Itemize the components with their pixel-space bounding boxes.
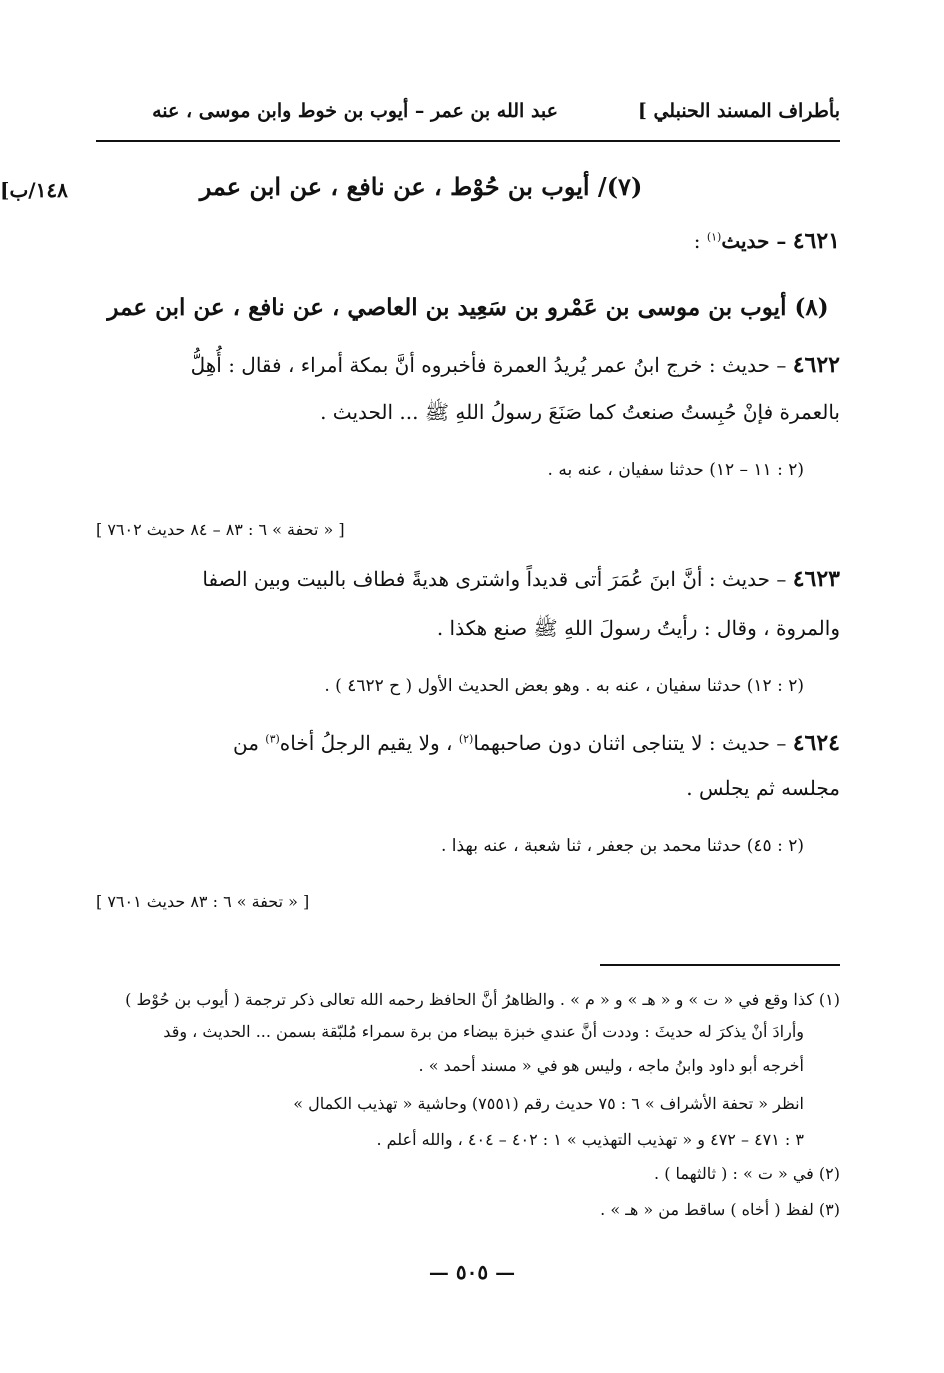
hadith-4623-line-2: والمروة ، وقال : رأيتُ رسولَ اللهِ ﷺ صنع هكذا . xyxy=(436,616,840,640)
hadith-4623-isnad: (٢ : ١٢) حدثنا سفيان ، عنه به . وهو بعض الحديث الأول ( ح ٤٦٢٢ ) . xyxy=(324,676,804,696)
hadith-4622-isnad: (٢ : ١١ – ١٢) حدثنا سفيان ، عنه به . xyxy=(547,460,804,480)
footnote-marker: (٣) xyxy=(265,732,280,746)
colon: : xyxy=(693,229,701,253)
hadith-4622-line-2: بالعمرة فإنْ حُبِستُ صنعتُ كما صَنَعَ رسولُ اللهِ ﷺ ... الحديث . xyxy=(320,400,840,424)
hadith-number: ٤٦٢٤ xyxy=(792,730,840,756)
hadith-4622-reference: [ « تحفة » ٦ : ٨٣ – ٨٤ حديث ٧٦٠٢ ] xyxy=(96,520,345,539)
hadith-4624-isnad: (٢ : ٤٥) حدثنا محمد بن جعفر ، ثنا شعبة ، عنه بهذا . xyxy=(440,836,804,856)
hadith-text: – حديث : خرج ابنُ عمر يُريدُ العمرة فأخبروه أنَّ بمكة أمراء ، فقال : أُهِلُّ xyxy=(190,353,787,377)
hadith-text: – حديث : أنَّ ابنَ عُمَرَ أتى قديداً واشترى هديةً فطاف بالبيت وبين الصفا xyxy=(202,567,787,591)
hadith-number: ٤٦٢٢ xyxy=(792,352,840,378)
footnotes-divider xyxy=(600,964,840,966)
hadith-4624-line-2: مجلسه ثم يجلس . xyxy=(686,776,840,800)
hadith-text: من xyxy=(232,731,259,755)
footnote-marker: (٢) xyxy=(458,732,474,746)
footnote-1-line-3: أخرجه أبو داود وابنُ ماجه ، وليس هو في « مسند أحمد » . xyxy=(418,1056,804,1075)
section-7-title: (٧)/ أيوب بن حُوْط ، عن نافع ، عن ابن عمر xyxy=(199,172,643,201)
footnote-1-line-2: وأرادَ أنْ يذكرَ له حديثَ : وددت أنَّ عندي خبزة بيضاء من برة سمراء مُلبّقة بسمن ... الحديث ، وقد xyxy=(163,1022,804,1041)
hadith-number: ٤٦٢١ xyxy=(792,228,840,254)
hadith-text: – حديث : لا يتناجى اثنان دون صاحبهما xyxy=(473,731,787,755)
hadith-4623-line-1 xyxy=(202,566,840,592)
footnote-1-line-4: انظر « تحفة الأشراف » ٦ : ٧٥ حديث رقم (٧٥٥١) وحاشية « تهذيب الكمال » xyxy=(293,1094,804,1113)
footnote-marker: (١) xyxy=(706,230,722,244)
section-8-title: (٨) أيوب بن موسى بن عَمْرو بن سَعِيد بن العاصي ، عن نافع ، عن ابن عمر xyxy=(107,294,829,321)
hadith-4622-line-1 xyxy=(191,352,840,378)
header-divider xyxy=(96,140,840,142)
running-header-book-title: بأطراف المسند الحنبلي ] xyxy=(637,100,840,122)
page-number: — ٥٠٥ — xyxy=(428,1260,516,1284)
footnote-1-line-1: (١) كذا وقع في « ت » و « هـ » و « م » . والظاهرُ أنَّ الحافظ رحمه الله تعالى ذكر ترجمة ( أيوب بن حُوْط ) xyxy=(125,990,840,1009)
hadith-4624-line-1 xyxy=(233,730,840,756)
hadith-text: ، ولا يقيم الرجلُ أخاه xyxy=(279,731,453,755)
footnote-1-line-5: ٣ : ٤٧١ – ٤٧٢ و « تهذيب التهذيب » ١ : ٤٠٢ – ٤٠٤ ، والله أعلم . xyxy=(376,1130,804,1149)
hadith-4624-reference: [ « تحفة » ٦ : ٨٣ حديث ٧٦٠١ ] xyxy=(96,892,310,911)
hadith-label: – حديث xyxy=(721,229,787,253)
running-header-chapter: عبد الله بن عمر – أيوب بن خوط وابن موسى ، عنه xyxy=(152,100,558,122)
footnote-3: (٣) لفظ ( أخاه ) ساقط من « هـ » . xyxy=(600,1200,840,1219)
footnote-2: (٢) في « ت » : ( ثالثهما ) . xyxy=(654,1164,840,1183)
hadith-4621 xyxy=(694,228,840,254)
hadith-number: ٤٦٢٣ xyxy=(792,566,840,592)
manuscript-folio-note: [١٤٨/ب xyxy=(0,178,68,202)
